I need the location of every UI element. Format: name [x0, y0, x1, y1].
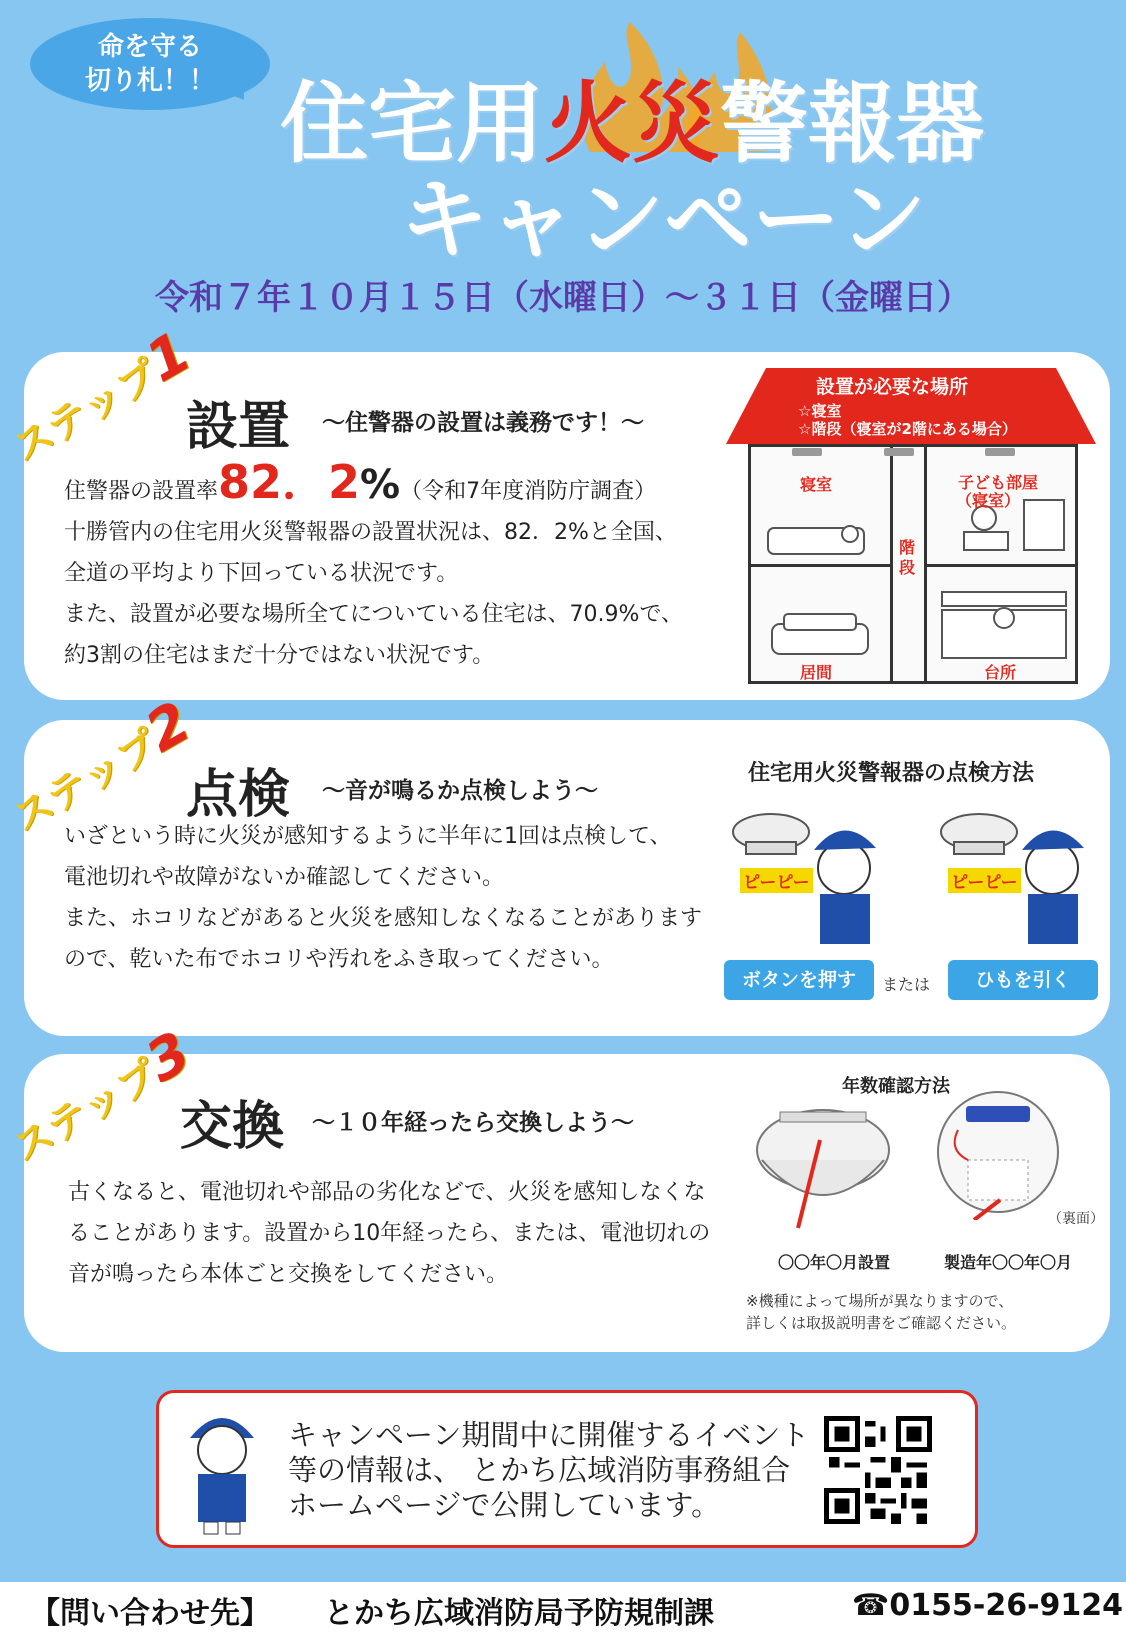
kitchen-icon [940, 590, 1068, 660]
step1-title: 設置 [186, 397, 291, 457]
step3-body [68, 1172, 710, 1295]
rate-source: （令和7年度消防庁調査） [400, 479, 657, 504]
step3-line: ることがあります。設置から10年経ったら、または、電池切れの [68, 1221, 711, 1246]
back-side-label: （裏面） [1048, 1211, 1104, 1227]
detector-front-illustration [750, 1100, 896, 1230]
main-title-line2: キャンペーン [400, 168, 927, 271]
step2-num: 2 [135, 689, 202, 766]
bubble-line2: 切り札！！ [84, 66, 215, 96]
roof-item-stairs: ☆階段（寝室が2階にある場合） [798, 420, 1017, 438]
contact-phone[interactable]: ☎0155-26-9124 [852, 1588, 1124, 1623]
year-check-title: 年数確認方法 [842, 1076, 950, 1097]
campaign-date: 令和７年１０月１５日（水曜日）～３１日（金曜日） [155, 278, 971, 318]
step2-line: いざという時に火災が感知するように半年に1回は点検して、 [64, 824, 672, 849]
step2-subtitle: ～音が鳴るか点検しよう～ [322, 778, 598, 804]
step2-tag-text: ステップ [5, 722, 166, 842]
house-floor [748, 564, 890, 567]
step2-line: 電池切れや故障がないか確認してください。 [64, 865, 505, 890]
step2-line: また、ホコリなどがあると火災を感知しなくなることがあります [64, 906, 703, 931]
contact-label: 【問い合わせ先】 [30, 1596, 270, 1631]
press-button-label: ボタンを押す [724, 960, 874, 1000]
install-date-label: 〇〇年〇月設置 [778, 1253, 891, 1272]
sofa-icon [770, 610, 870, 660]
room-living: 居間 [800, 663, 833, 682]
smoke-detector-icon [792, 448, 822, 456]
step2-title: 点検 [186, 765, 291, 825]
step1-num: 1 [135, 319, 202, 396]
roof-title: 設置が必要な場所 [816, 376, 969, 398]
rate-percent: % [360, 462, 401, 508]
info-line1: キャンペーン期間中に開催するイベント [288, 1418, 810, 1452]
info-line3: ホームページで公開しています。 [288, 1488, 721, 1522]
firefighter-mascot-icon [182, 1402, 262, 1536]
bubble-line1: 命を守る [97, 32, 202, 62]
step3-tag-text: ステップ [5, 1052, 166, 1172]
step3-line: 音が鳴ったら本体ごと交換をしてください。 [68, 1262, 509, 1287]
beep-label: ピーピー [740, 868, 813, 893]
main-title [280, 54, 1100, 175]
or-label: または [882, 975, 931, 994]
house-floor [924, 564, 1078, 567]
step1-line: 約3割の住宅はまだ十分ではない状況です。 [64, 643, 495, 668]
beep-label: ピーピー [948, 868, 1021, 893]
title-pre: 住宅用 [280, 72, 545, 175]
room-bedroom: 寝室 [800, 475, 833, 494]
roof-item-bedroom: ☆寝室 [798, 402, 842, 420]
smoke-detector-icon [884, 448, 914, 456]
smoke-detector-icon [985, 448, 1015, 456]
event-info-text [288, 1418, 809, 1523]
step2-line: ので、乾いた布でホコリや汚れをふき取ってください。 [64, 947, 614, 972]
note-line2: 詳しくは取扱説明書をご確認ください。 [746, 1314, 1017, 1332]
manufacture-date-label: 製造年〇〇年〇月 [944, 1253, 1073, 1272]
house-wall [890, 444, 893, 684]
step1-subtitle: ～住警器の設置は義務です！～ [322, 410, 644, 436]
step1-line: また、設置が必要な場所全てについている住宅は、70.9%で、 [64, 602, 684, 627]
room-kids: 子ども部屋 [958, 473, 1039, 492]
room-stairs: 階段 [899, 538, 916, 577]
info-line2: 等の情報は、 とかち広域消防事務組合 [288, 1453, 791, 1487]
rate-value: 82．2 [218, 455, 361, 509]
bed-icon [766, 514, 866, 558]
step1-rate [64, 455, 657, 512]
title-post: 警報器 [720, 72, 985, 175]
step3-title: 交換 [180, 1097, 285, 1157]
room-kids-sub: （寝室） [956, 491, 1021, 510]
step3-num: 3 [135, 1019, 202, 1096]
pull-string-label: ひもを引く [948, 960, 1098, 1000]
step2-body [64, 816, 702, 980]
inspect-method-title: 住宅用火災警報器の点検方法 [748, 761, 1035, 786]
qr-code-icon[interactable] [824, 1416, 932, 1524]
step1-body [64, 512, 683, 676]
note-line1: ※機種によって場所が異なりますので、 [746, 1292, 1014, 1310]
step1-tag-text: ステップ [5, 352, 166, 472]
contact-org: とかち広域消防局予防規制課 [324, 1596, 714, 1631]
step1-line: 全道の平均より下回っている状況です。 [64, 561, 459, 586]
room-kitchen: 台所 [984, 663, 1017, 682]
title-fire: 火災 [544, 72, 721, 175]
step3-line: 古くなると、電池切れや部品の劣化などで、火災を感知しなくな [68, 1180, 706, 1205]
detector-back-illustration [928, 1090, 1068, 1220]
step1-line: 十勝管内の住宅用火災警報器の設置状況は、82．2%と全国、 [64, 520, 677, 545]
rate-label: 住警器の設置率 [64, 479, 219, 504]
step3-subtitle: ～１０年経ったら交換しよう～ [312, 1110, 634, 1136]
